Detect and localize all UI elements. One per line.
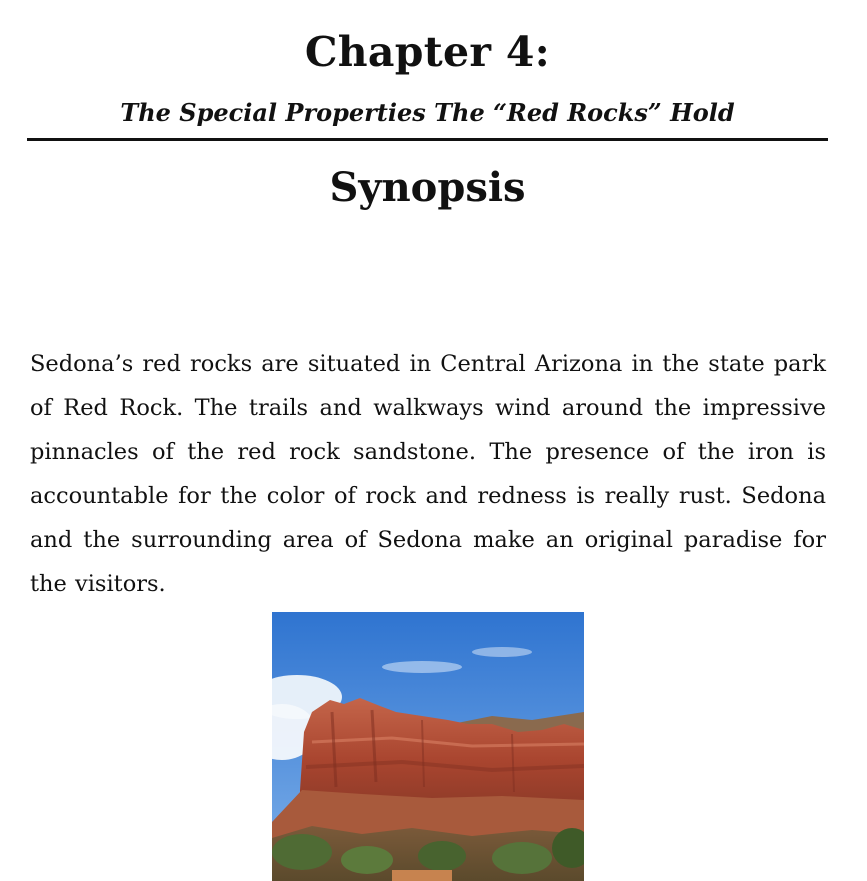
cloud <box>382 661 462 673</box>
body-paragraph: Sedona’s red rocks are situated in Central Arizona in the state park of Red Rock. The trails and walkways wind around the impressive pinnacles of the red rock sandstone. The presence of the iron is accountable for the color of rock and redness is really rust. Sedona and the surrounding area of Sedona make an original paradise for the visitors. <box>30 351 826 597</box>
shrub <box>341 846 393 874</box>
red-rock-illustration <box>272 612 584 881</box>
chapter-subtitle: The Special Properties The “Red Rocks” Hold <box>120 98 735 127</box>
shrub <box>492 842 552 874</box>
shrub <box>272 834 332 870</box>
shrub <box>418 841 466 871</box>
section-title: Synopsis <box>329 164 526 211</box>
red-rock-photo <box>272 612 584 881</box>
title-divider <box>27 138 828 141</box>
chapter-title: Chapter 4: <box>304 28 551 76</box>
building-roof <box>392 870 452 881</box>
cloud <box>472 647 532 657</box>
